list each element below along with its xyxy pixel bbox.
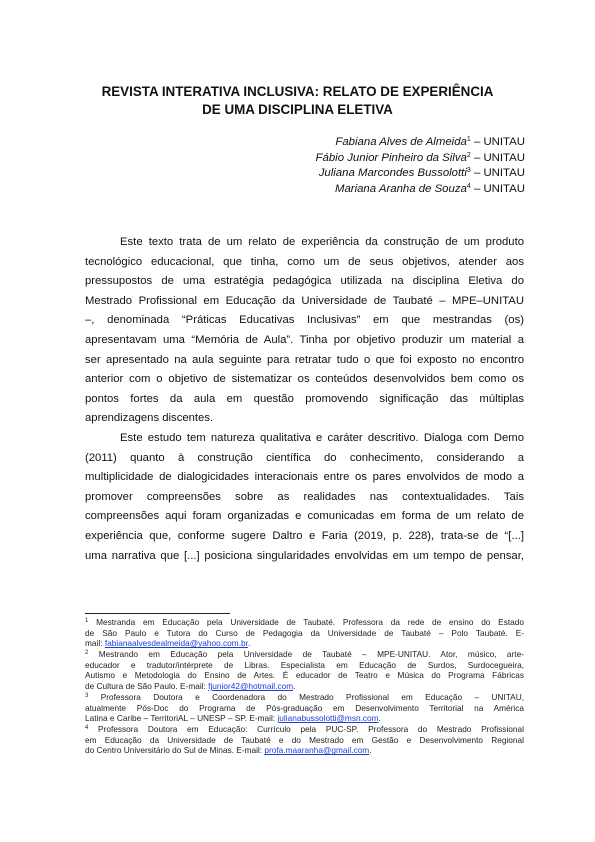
author-4 — [316, 182, 525, 198]
footnote-text: . — [247, 638, 251, 649]
email-link[interactable]: fjunior42@hotmail.com — [208, 681, 294, 692]
author-list — [316, 135, 525, 197]
author-affiliation: – UNITAU — [470, 182, 525, 195]
text-line: pressupostos de uma estratégia pedagógica utilizada na disciplina Eletiva do — [85, 275, 524, 288]
footnote-line — [85, 649, 524, 660]
footnote-marker[interactable]: 4 — [466, 182, 471, 190]
footnote-text: Professora Doutora e Coordenadora do Mestrado Profissional em Educação – UNITAU, — [88, 691, 524, 702]
author-affiliation: – UNITAU — [470, 136, 525, 148]
text-line: multiplicidade de dialogicidades interacionais entre os pares envolvidos de modo a — [85, 471, 524, 484]
text-line: pontos fortes da aula em questão promovendo significação das múltiplas — [85, 392, 524, 405]
footnote-text: Professora Doutora em Educação: Currículo pela PUC-SP. Professora do Mestrado Profissional — [88, 723, 524, 734]
footnote-number: 4 — [85, 724, 89, 731]
paragraph-2 — [85, 429, 524, 566]
footnote-text: . — [369, 745, 372, 756]
footnote-divider — [85, 613, 230, 614]
footnote-marker[interactable]: 1 — [466, 136, 471, 143]
footnote-line — [85, 617, 524, 628]
text-line: Este estudo tem natureza qualitativa e caráter descritivo. Dialoga com Demo — [120, 431, 524, 444]
text-line: anterior com o objetivo de sistematizar os conteúdos desenvolvidos bem como os — [85, 373, 524, 386]
footnote-number: 1 — [85, 618, 89, 624]
text-line: Mestrado Profissional em Educação da Universidade de Taubaté – MPE–UNITAU — [85, 294, 524, 307]
footnote-text: . — [293, 681, 296, 692]
footnote-line: de São Paulo e Tutora do Curso de Pedagogia da Universidade de Taubaté – Polo Taubaté. E- — [85, 627, 524, 638]
footnote-3 — [85, 692, 524, 724]
author-affiliation: – UNITAU — [470, 167, 525, 180]
footnote-number: 3 — [85, 692, 89, 699]
footnote-line: em Educação da Universidade de Taubaté e do Mestrado em Gestão e Desenvolvimento Regional — [85, 734, 524, 745]
footnote-line — [85, 745, 524, 756]
paper-title — [60, 83, 535, 119]
title-line-2: DE UMA DISCIPLINA ELETIVA — [202, 102, 393, 117]
author-1 — [316, 135, 525, 151]
text-line: uma narrativa que [...] posiciona singularidades envolvidas em um tempo de pensar, — [85, 549, 524, 562]
body-text — [85, 233, 524, 566]
email-link[interactable]: fabianaalvesdealmeida@yahoo.com.br — [104, 638, 248, 649]
footnote-line: Autismo e Metodologia do Ensino de Artes. É educador de Teatro e Música do Programa Fábricas — [85, 670, 524, 681]
footnote-text: . — [378, 713, 381, 724]
text-line: compreensões aqui foram organizadas e comunicadas em forma de um relato de — [85, 510, 524, 523]
title-line-1: REVISTA INTERATIVA INCLUSIVA: RELATO DE EXPERIÊNCIA — [101, 84, 494, 99]
footnote-marker[interactable]: 3 — [466, 167, 471, 175]
author-3 — [316, 166, 525, 182]
text-line: ser apresentado na aula seguinte para retratar tudo o que foi exposto no encontro — [85, 353, 524, 366]
text-line: promover compreensões sobre as realidades nas contextualidades. Tais — [85, 490, 524, 503]
text-line: tecnológico educacional, que tinha, como um de seus objetivos, atender aos — [85, 255, 524, 268]
footnotes — [85, 617, 524, 756]
email-link[interactable]: profa.maaranha@gmail.com — [264, 745, 370, 756]
author-name: Fábio Junior Pinheiro da Silva — [315, 151, 467, 164]
text-line: Este texto trata de um relato de experiência da construção de um produto — [120, 236, 524, 248]
footnote-text: Mestrando em Educação pela Universidade de Taubaté – MPE-UNITAU. Ator, músico, arte- — [88, 649, 524, 660]
author-affiliation: – UNITAU — [470, 151, 525, 164]
footnote-text: mail: — [85, 638, 105, 649]
author-name: Juliana Marcondes Bussolotti — [318, 167, 467, 180]
email-link[interactable]: julianabussolotti@msn.com — [277, 713, 379, 724]
footnote-line — [85, 681, 524, 692]
paragraph-1 — [85, 233, 524, 429]
footnote-text: do Centro Universitário do Sul de Minas. E-mail: — [85, 745, 265, 756]
text-line: apresentavam uma “Memória de Aula”. Tinha por objetivo produzir um material a — [85, 333, 524, 346]
footnote-2 — [85, 649, 524, 692]
footnote-text: Mestranda em Educação pela Universidade de Taubaté. Professora da rede de ensino do Estado — [88, 617, 524, 627]
footnote-4 — [85, 724, 524, 756]
footnote-line — [85, 692, 524, 703]
footnote-text: Latina e Caribe – TerritoriAL – UNESP – SP. E-mail: — [85, 713, 278, 724]
footnote-marker[interactable]: 2 — [466, 151, 471, 159]
footnote-line — [85, 713, 524, 724]
text-line: –, denominada “Práticas Educativas Inclusivas” em que mestrandas (os) — [85, 314, 524, 327]
footnote-line — [85, 724, 524, 735]
footnote-1 — [85, 617, 524, 649]
footnote-line — [85, 638, 524, 649]
author-name: Fabiana Alves de Almeida — [335, 136, 467, 148]
footnote-number: 2 — [85, 650, 89, 657]
text-line: experiência que, conforme sugere Daltro e Faria (2019, p. 228), trata-se de “[...] — [85, 529, 524, 542]
footnote-line: atualmente Pós-Doc do Programa de Pós-graduação em Desenvolvimento Territorial na América — [85, 702, 524, 713]
footnote-line: educador e tradutor/intérprete de Libras. Especialista em Educação de Surdos, Surdocegueira, — [85, 659, 524, 670]
text-line: (2011) quanto à construção científica do conhecimento, considerando a — [85, 451, 524, 464]
author-2 — [316, 151, 525, 167]
author-name: Mariana Aranha de Souza — [334, 182, 467, 195]
text-line: aprendizagens discentes. — [85, 412, 214, 425]
footnote-text: de Cultura de São Paulo. E-mail: — [85, 681, 209, 692]
